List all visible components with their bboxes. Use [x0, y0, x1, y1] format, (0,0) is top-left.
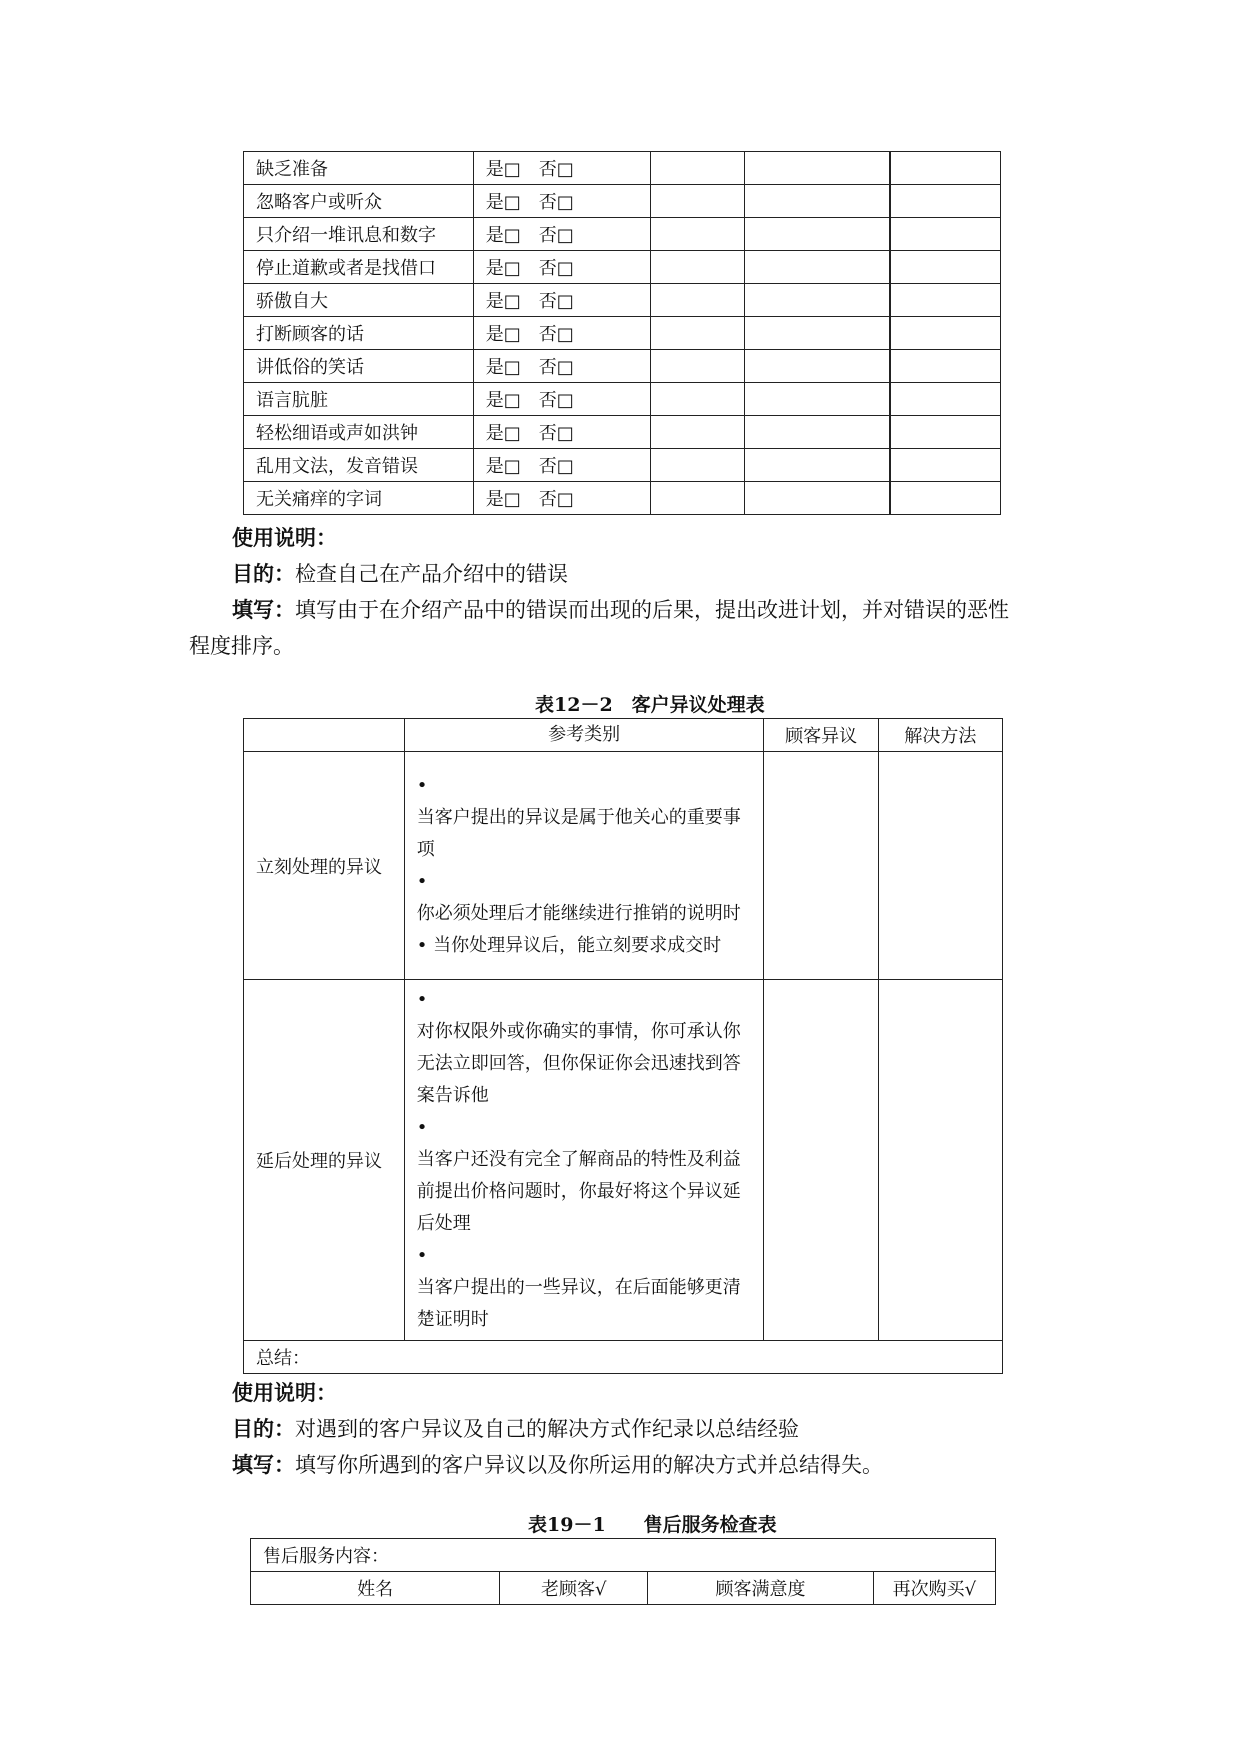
blank-cell[interactable]: [890, 350, 1000, 383]
yes-no-checkbox-cell[interactable]: 是□ 否□: [473, 449, 650, 482]
old-customer-header: 老顾客√: [500, 1572, 648, 1605]
table2-header-blank: [244, 719, 405, 752]
blank-cell[interactable]: [890, 152, 1000, 185]
blank-cell[interactable]: [890, 416, 1000, 449]
table2-header-reference: 参考类别: [404, 719, 764, 752]
blank-cell[interactable]: [890, 482, 1000, 515]
summary-cell[interactable]: 总结：: [244, 1341, 1003, 1374]
fill-line-1: 填写：填写由于在介绍产品中的错误而出现的后果，提出改进计划，并对错误的恶性: [232, 597, 1009, 622]
bullet-mark: •: [416, 1117, 428, 1138]
blank-cell[interactable]: [651, 416, 745, 449]
error-row: [244, 350, 1001, 383]
error-row: [244, 152, 1001, 185]
solution-cell[interactable]: [878, 752, 1002, 980]
error-row: [244, 251, 1001, 284]
yes-no-checkbox-cell[interactable]: 是□ 否□: [473, 350, 650, 383]
error-item-label: 语言肮脏: [244, 383, 474, 416]
purpose-line-2: 目的：对遇到的客户异议及自己的解决方式作纪录以总结经验: [232, 1416, 799, 1441]
name-header: 姓名: [251, 1572, 500, 1605]
blank-cell[interactable]: [890, 383, 1000, 416]
blank-cell[interactable]: [651, 185, 745, 218]
table3-content-row: [251, 1539, 996, 1572]
reference-cell: [404, 752, 764, 980]
solution-cell[interactable]: [878, 980, 1002, 1341]
blank-cell[interactable]: [651, 251, 745, 284]
error-row: [244, 284, 1001, 317]
yes-no-checkbox-cell[interactable]: 是□ 否□: [473, 251, 650, 284]
bullet-text: 当客户提出的异议是属于他关心的重要事项: [416, 806, 741, 860]
blank-cell[interactable]: [745, 284, 890, 317]
error-row: [244, 416, 1001, 449]
yes-no-checkbox-cell[interactable]: 是□ 否□: [473, 152, 650, 185]
blank-cell[interactable]: [890, 218, 1000, 251]
blank-cell[interactable]: [890, 284, 1000, 317]
error-item-label: 只介绍一堆讯息和数字: [244, 218, 474, 251]
blank-cell[interactable]: [890, 185, 1000, 218]
blank-cell[interactable]: [745, 152, 890, 185]
table3-caption: 表19－1 售后服务检查表: [528, 1514, 777, 1536]
blank-cell[interactable]: [745, 350, 890, 383]
error-row: [244, 482, 1001, 515]
after-sales-check-table: [250, 1538, 996, 1605]
reference-cell: [404, 980, 764, 1341]
bullet-text: 当客户还没有完全了解商品的特性及利益前提出价格问题时，你最好将这个异议延后处理: [416, 1149, 741, 1234]
objection-cell[interactable]: [764, 980, 878, 1341]
after-sales-content-label: 售后服务内容：: [251, 1539, 996, 1572]
repurchase-header: 再次购买√: [873, 1572, 995, 1605]
blank-cell[interactable]: [890, 449, 1000, 482]
yes-no-checkbox-cell[interactable]: 是□ 否□: [473, 317, 650, 350]
objection-cell[interactable]: [764, 752, 878, 980]
bullet-text: 当你处理异议后，能立刻要求成交时: [433, 934, 722, 956]
table2-header-solution: 解决方法: [878, 719, 1002, 752]
bullet-mark: •: [416, 774, 428, 796]
error-check-table: [243, 151, 1001, 515]
error-row: [244, 185, 1001, 218]
error-item-label: 乱用文法，发音错误: [244, 449, 474, 482]
bullet-text: 对你权限外或你确实的事情，你可承认你无法立即回答，但你保证你会迅速找到答案告诉他: [416, 1021, 741, 1106]
error-row: [244, 449, 1001, 482]
error-item-label: 轻松细语或声如洪钟: [244, 416, 474, 449]
blank-cell[interactable]: [651, 284, 745, 317]
blank-cell[interactable]: [890, 251, 1000, 284]
table2-header-objection: 顾客异议: [764, 719, 878, 752]
blank-cell[interactable]: [745, 185, 890, 218]
satisfaction-header: 顾客满意度: [648, 1572, 873, 1605]
table2-row-immediate: [244, 752, 1003, 980]
table2-row-delayed: [244, 980, 1003, 1341]
blank-cell[interactable]: [651, 383, 745, 416]
error-row: [244, 383, 1001, 416]
blank-cell[interactable]: [745, 218, 890, 251]
error-item-label: 忽略客户或听众: [244, 185, 474, 218]
category-cell: 延后处理的异议: [244, 980, 405, 1341]
blank-cell[interactable]: [651, 218, 745, 251]
yes-no-checkbox-cell[interactable]: 是□ 否□: [473, 218, 650, 251]
blank-cell[interactable]: [745, 251, 890, 284]
blank-cell[interactable]: [745, 383, 890, 416]
table2-header-row: [244, 719, 1003, 752]
blank-cell[interactable]: [651, 152, 745, 185]
blank-cell[interactable]: [745, 317, 890, 350]
table3-header-row: [251, 1572, 996, 1605]
error-item-label: 讲低俗的笑话: [244, 350, 474, 383]
error-item-label: 缺乏准备: [244, 152, 474, 185]
bullet-mark: •: [416, 934, 428, 956]
error-row: [244, 317, 1001, 350]
bullet-text: 当客户提出的一些异议，在后面能够更清楚证明时: [416, 1277, 741, 1330]
blank-cell[interactable]: [651, 482, 745, 515]
error-item-label: 停止道歉或者是找借口: [244, 251, 474, 284]
bullet-mark: •: [416, 989, 428, 1010]
category-cell: 立刻处理的异议: [244, 752, 405, 980]
usage-heading-1: 使用说明：: [232, 525, 337, 550]
fill-line-1-cont: 程度排序。: [189, 634, 294, 658]
table2-caption: 表12－2 客户异议处理表: [535, 694, 765, 716]
yes-no-checkbox-cell[interactable]: 是□ 否□: [473, 416, 650, 449]
usage-heading-2: 使用说明：: [232, 1380, 337, 1405]
bullet-inline: [417, 930, 752, 962]
blank-cell[interactable]: [745, 482, 890, 515]
purpose-line-1: 目的：检查自己在产品介绍中的错误: [232, 561, 568, 586]
error-item-label: 打断顾客的话: [244, 317, 474, 350]
blank-cell[interactable]: [651, 449, 745, 482]
blank-cell[interactable]: [651, 317, 745, 350]
error-item-label: 骄傲自大: [244, 284, 474, 317]
fill-line-2: 填写：填写你所遇到的客户异议以及你所运用的解决方式并总结得失。: [232, 1452, 883, 1477]
error-item-label: 无关痛痒的字词: [244, 482, 474, 515]
yes-no-checkbox-cell[interactable]: 是□ 否□: [473, 482, 650, 515]
bullet-mark: •: [416, 1245, 428, 1266]
table2-summary-row: [244, 1341, 1003, 1374]
yes-no-checkbox-cell[interactable]: 是□ 否□: [473, 284, 650, 317]
objection-handling-table: [243, 718, 1003, 1374]
blank-cell[interactable]: [745, 449, 890, 482]
blank-cell[interactable]: [745, 416, 890, 449]
yes-no-checkbox-cell[interactable]: 是□ 否□: [473, 185, 650, 218]
blank-cell[interactable]: [651, 350, 745, 383]
bullet-mark: •: [416, 870, 428, 892]
bullet-text: 你必须处理后才能继续进行推销的说明时: [416, 902, 741, 924]
yes-no-checkbox-cell[interactable]: 是□ 否□: [473, 383, 650, 416]
blank-cell[interactable]: [890, 317, 1000, 350]
error-row: [244, 218, 1001, 251]
